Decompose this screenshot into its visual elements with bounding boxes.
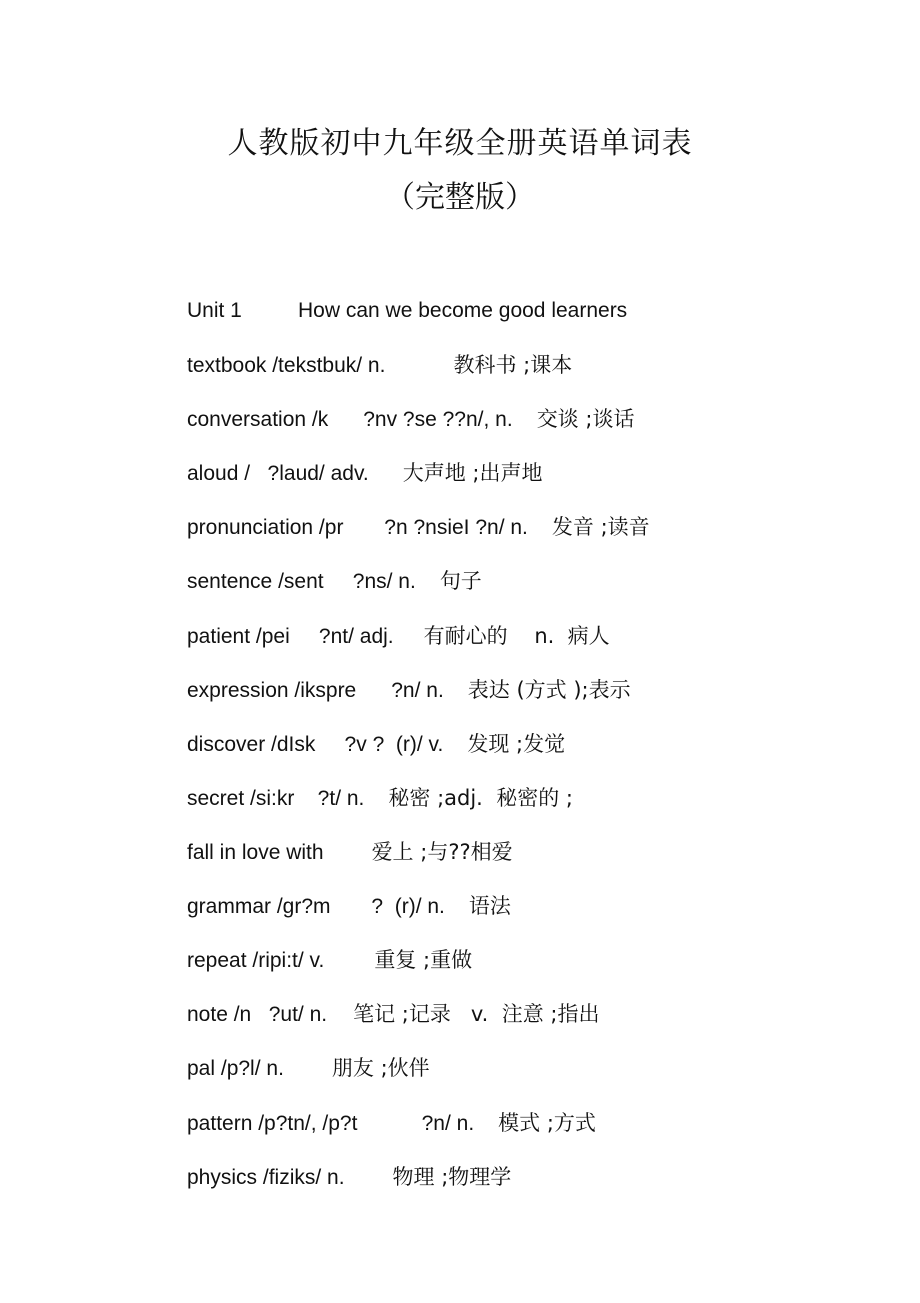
vocab-meaning: 句子 (439, 569, 482, 593)
unit-heading (187, 296, 627, 326)
document-title: 人教版初中九年级全册英语单词表 (227, 126, 693, 161)
vocab-word: pronunciation /pr ?n ?nsieI ?n/ n. (187, 516, 528, 539)
vocab-entry (187, 458, 543, 488)
vocab-entry (187, 675, 631, 705)
vocab-word: secret /si:kr ?t/ n. (187, 787, 365, 810)
vocab-meaning: 发音 ;读音 (551, 515, 650, 539)
vocab-word: repeat /ripi:t/ v. (187, 949, 325, 972)
vocab-meaning: 语法 (468, 894, 511, 918)
vocab-entry (187, 1108, 596, 1138)
vocab-meaning: 发现 ;发觉 (467, 732, 566, 756)
vocab-entry (187, 350, 572, 380)
vocab-entry (187, 566, 482, 596)
vocab-entry (187, 1053, 430, 1083)
vocab-word: pal /p?l/ n. (187, 1057, 284, 1080)
vocab-word: note /n ?ut/ n. (187, 1003, 328, 1026)
vocab-meaning: 朋友 ;伙伴 (331, 1056, 430, 1080)
vocab-meaning: 大声地 ;出声地 (402, 461, 543, 485)
vocab-entry (187, 837, 513, 867)
vocab-meaning: 物理 ;物理学 (392, 1165, 512, 1189)
vocab-meaning: 秘密 ;adj. 秘密的 ; (388, 786, 573, 810)
vocab-word: physics /fiziks/ n. (187, 1166, 345, 1189)
vocab-entry (187, 729, 565, 759)
vocab-meaning: 表达 (方式 );表示 (467, 678, 631, 702)
vocab-word: textbook /tekstbuk/ n. (187, 354, 386, 377)
vocab-meaning: 笔记 ;记录 v. 注意 ;指出 (353, 1002, 600, 1026)
vocab-word: discover /dIsk ?v ? (r)/ v. (187, 733, 444, 756)
vocab-entry (187, 783, 573, 813)
vocab-meaning: 重复 ;重做 (374, 948, 473, 972)
vocab-entry (187, 404, 634, 434)
vocab-entry (187, 999, 599, 1029)
vocab-word: fall in love with (187, 841, 324, 864)
vocab-entry (187, 945, 472, 975)
vocab-entry (187, 891, 511, 921)
vocab-entry (187, 1162, 511, 1192)
vocab-word: patient /pei ?nt/ adj. (187, 625, 394, 648)
vocab-entry (187, 621, 610, 651)
unit-name: How can we become good learners (298, 299, 628, 322)
vocab-meaning: 教科书 ;课本 (453, 353, 573, 377)
vocab-word: aloud / ?laud/ adv. (187, 462, 369, 485)
vocab-meaning: 交谈 ;谈话 (536, 407, 635, 431)
unit-number: Unit 1 (187, 299, 242, 322)
vocab-word: grammar /gr?m ? (r)/ n. (187, 895, 445, 918)
vocab-meaning: 爱上 ;与??相爱 (371, 840, 513, 864)
vocab-meaning: 模式 ;方式 (498, 1111, 596, 1135)
document-subtitle: （完整版） (385, 180, 535, 215)
vocab-word: conversation /k ?nv ?se ??n/, n. (187, 408, 513, 431)
vocab-entry (187, 512, 650, 542)
vocab-word: expression /ikspre ?n/ n. (187, 679, 444, 702)
vocab-word: pattern /p?tn/, /p?t ?n/ n. (187, 1112, 475, 1135)
vocab-meaning: 有耐心的 n. 病人 (423, 624, 610, 648)
vocab-word: sentence /sent ?ns/ n. (187, 570, 416, 593)
